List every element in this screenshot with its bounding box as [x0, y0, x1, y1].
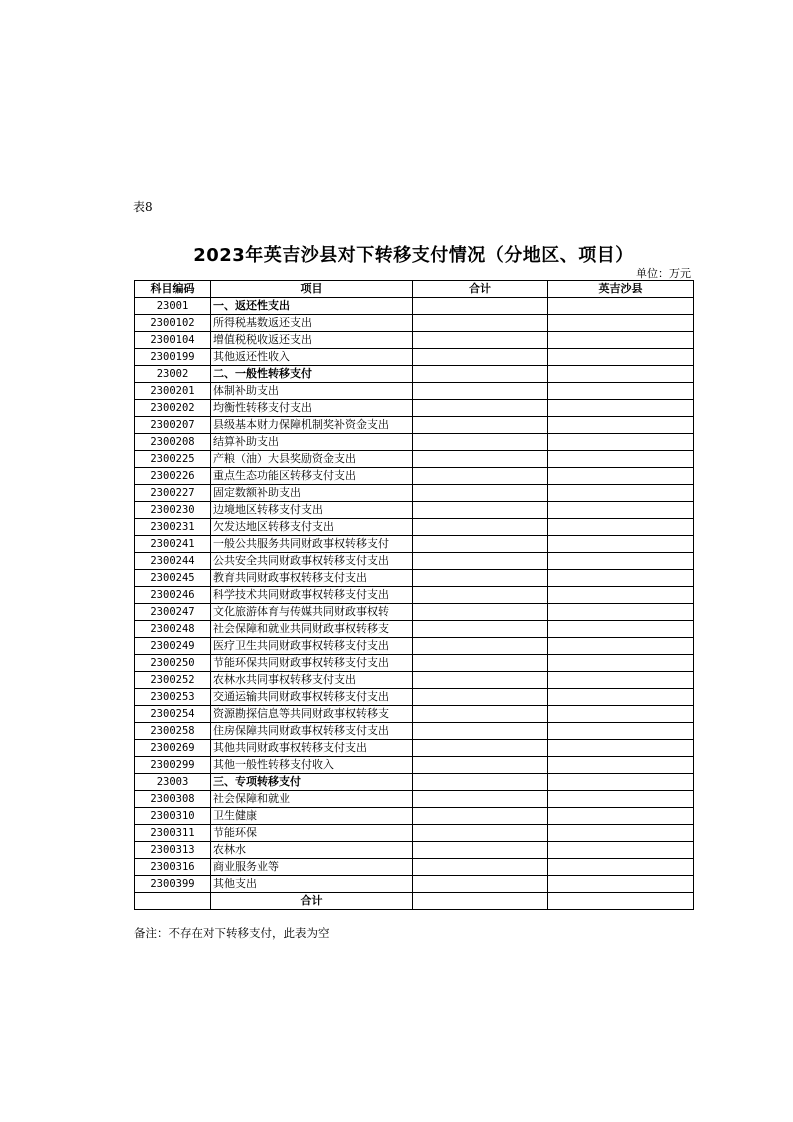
table-row	[135, 672, 694, 689]
item-cell: 边境地区转移支付支出	[211, 502, 413, 519]
total-amount-cell	[413, 842, 548, 859]
total-amount-cell	[413, 519, 548, 536]
code-cell: 2300254	[135, 706, 211, 723]
region-amount-cell	[548, 672, 694, 689]
table-row	[135, 315, 694, 332]
region-amount-cell	[548, 553, 694, 570]
item-cell: 教育共同财政事权转移支付支出	[211, 570, 413, 587]
total-amount-cell	[413, 621, 548, 638]
code-cell: 2300104	[135, 332, 211, 349]
total-amount-cell	[413, 774, 548, 791]
item-cell: 卫生健康	[211, 808, 413, 825]
table-row	[135, 723, 694, 740]
total-amount-cell	[413, 451, 548, 468]
table-row	[135, 485, 694, 502]
region-amount-cell	[548, 876, 694, 893]
region-amount-cell	[548, 621, 694, 638]
total-amount-cell	[413, 417, 548, 434]
code-cell: 2300269	[135, 740, 211, 757]
item-cell: 均衡性转移支付支出	[211, 400, 413, 417]
item-cell: 合计	[211, 893, 413, 910]
code-cell: 2300253	[135, 689, 211, 706]
item-cell: 商业服务业等	[211, 859, 413, 876]
item-cell: 资源勘探信息等共同财政事权转移支	[211, 706, 413, 723]
item-cell: 所得税基数返还支出	[211, 315, 413, 332]
region-amount-cell	[548, 723, 694, 740]
region-amount-cell	[548, 842, 694, 859]
item-cell: 三、专项转移支付	[211, 774, 413, 791]
total-amount-cell	[413, 740, 548, 757]
table-row	[135, 570, 694, 587]
code-cell: 2300399	[135, 876, 211, 893]
region-amount-cell	[548, 349, 694, 366]
code-cell: 2300247	[135, 604, 211, 621]
region-amount-cell	[548, 655, 694, 672]
region-amount-cell	[548, 774, 694, 791]
code-cell: 23003	[135, 774, 211, 791]
section-row	[135, 366, 694, 383]
table-row	[135, 706, 694, 723]
code-cell: 2300246	[135, 587, 211, 604]
item-cell: 产粮（油）大县奖励资金支出	[211, 451, 413, 468]
item-cell: 重点生态功能区转移支付支出	[211, 468, 413, 485]
total-amount-cell	[413, 689, 548, 706]
unit-label: 单位：万元	[636, 267, 691, 280]
table-row	[135, 876, 694, 893]
section-row	[135, 298, 694, 315]
item-cell: 体制补助支出	[211, 383, 413, 400]
table-number-label: 表8	[133, 200, 153, 214]
code-cell: 23002	[135, 366, 211, 383]
total-amount-cell	[413, 349, 548, 366]
total-amount-cell	[413, 502, 548, 519]
total-amount-cell	[413, 706, 548, 723]
code-cell: 2300258	[135, 723, 211, 740]
table-row	[135, 740, 694, 757]
table-row	[135, 349, 694, 366]
region-amount-cell	[548, 502, 694, 519]
region-amount-cell	[548, 825, 694, 842]
code-cell: 2300208	[135, 434, 211, 451]
total-amount-cell	[413, 757, 548, 774]
item-cell: 交通运输共同财政事权转移支付支出	[211, 689, 413, 706]
region-amount-cell	[548, 808, 694, 825]
header-region: 英吉沙县	[548, 281, 694, 298]
item-cell: 节能环保	[211, 825, 413, 842]
total-amount-cell	[413, 298, 548, 315]
region-amount-cell	[548, 689, 694, 706]
code-cell: 2300227	[135, 485, 211, 502]
region-amount-cell	[548, 893, 694, 910]
table-row	[135, 383, 694, 400]
table-row	[135, 519, 694, 536]
total-amount-cell	[413, 468, 548, 485]
region-amount-cell	[548, 604, 694, 621]
total-amount-cell	[413, 366, 548, 383]
table-row	[135, 825, 694, 842]
code-cell: 2300308	[135, 791, 211, 808]
total-amount-cell	[413, 332, 548, 349]
total-amount-cell	[413, 825, 548, 842]
table-body	[135, 298, 694, 910]
total-amount-cell	[413, 808, 548, 825]
code-cell: 2300250	[135, 655, 211, 672]
item-cell: 社会保障和就业共同财政事权转移支	[211, 621, 413, 638]
total-amount-cell	[413, 587, 548, 604]
page-title: 2023年英吉沙县对下转移支付情况（分地区、项目）	[193, 245, 634, 266]
code-cell: 2300248	[135, 621, 211, 638]
item-cell: 一、返还性支出	[211, 298, 413, 315]
total-amount-cell	[413, 638, 548, 655]
table-row	[135, 417, 694, 434]
code-cell: 2300313	[135, 842, 211, 859]
table-row	[135, 451, 694, 468]
region-amount-cell	[548, 383, 694, 400]
region-amount-cell	[548, 536, 694, 553]
region-amount-cell	[548, 570, 694, 587]
region-amount-cell	[548, 434, 694, 451]
item-cell: 公共安全共同财政事权转移支付支出	[211, 553, 413, 570]
code-cell: 2300241	[135, 536, 211, 553]
item-cell: 欠发达地区转移支付支出	[211, 519, 413, 536]
table-row	[135, 808, 694, 825]
code-cell: 2300249	[135, 638, 211, 655]
total-amount-cell	[413, 315, 548, 332]
table-row	[135, 553, 694, 570]
code-cell: 2300244	[135, 553, 211, 570]
item-cell: 县级基本财力保障机制奖补资金支出	[211, 417, 413, 434]
region-amount-cell	[548, 706, 694, 723]
code-cell: 2300311	[135, 825, 211, 842]
region-amount-cell	[548, 757, 694, 774]
region-amount-cell	[548, 366, 694, 383]
header-total: 合计	[413, 281, 548, 298]
table-row	[135, 655, 694, 672]
region-amount-cell	[548, 638, 694, 655]
item-cell: 一般公共服务共同财政事权转移支付	[211, 536, 413, 553]
item-cell: 二、一般性转移支付	[211, 366, 413, 383]
total-amount-cell	[413, 604, 548, 621]
total-amount-cell	[413, 859, 548, 876]
total-amount-cell	[413, 485, 548, 502]
table-row	[135, 468, 694, 485]
code-cell: 2300231	[135, 519, 211, 536]
region-amount-cell	[548, 740, 694, 757]
table-row	[135, 638, 694, 655]
item-cell: 结算补助支出	[211, 434, 413, 451]
region-amount-cell	[548, 468, 694, 485]
total-amount-cell	[413, 655, 548, 672]
total-amount-cell	[413, 553, 548, 570]
code-cell: 2300310	[135, 808, 211, 825]
region-amount-cell	[548, 417, 694, 434]
table-row	[135, 434, 694, 451]
code-cell: 2300299	[135, 757, 211, 774]
total-amount-cell	[413, 536, 548, 553]
region-amount-cell	[548, 315, 694, 332]
code-cell: 2300316	[135, 859, 211, 876]
item-cell: 增值税税收返还支出	[211, 332, 413, 349]
total-amount-cell	[413, 876, 548, 893]
region-amount-cell	[548, 519, 694, 536]
transfer-payment-table	[134, 280, 694, 910]
section-row	[135, 774, 694, 791]
total-amount-cell	[413, 570, 548, 587]
region-amount-cell	[548, 400, 694, 417]
code-cell: 2300202	[135, 400, 211, 417]
item-cell: 其他共同财政事权转移支付支出	[211, 740, 413, 757]
table-row	[135, 502, 694, 519]
code-cell: 2300230	[135, 502, 211, 519]
table-row	[135, 536, 694, 553]
code-cell: 2300225	[135, 451, 211, 468]
region-amount-cell	[548, 791, 694, 808]
region-amount-cell	[548, 587, 694, 604]
item-cell: 农林水共同事权转移支付支出	[211, 672, 413, 689]
code-cell: 2300226	[135, 468, 211, 485]
region-amount-cell	[548, 859, 694, 876]
total-amount-cell	[413, 400, 548, 417]
code-cell: 2300252	[135, 672, 211, 689]
item-cell: 住房保障共同财政事权转移支付支出	[211, 723, 413, 740]
total-amount-cell	[413, 893, 548, 910]
table-row	[135, 859, 694, 876]
table-row	[135, 332, 694, 349]
item-cell: 科学技术共同财政事权转移支付支出	[211, 587, 413, 604]
header-item: 项目	[211, 281, 413, 298]
item-cell: 文化旅游体育与传媒共同财政事权转	[211, 604, 413, 621]
code-cell	[135, 893, 211, 910]
code-cell: 2300102	[135, 315, 211, 332]
total-amount-cell	[413, 791, 548, 808]
code-cell: 2300199	[135, 349, 211, 366]
table-header-row	[135, 281, 694, 298]
table-row	[135, 621, 694, 638]
header-code: 科目编码	[135, 281, 211, 298]
item-cell: 其他支出	[211, 876, 413, 893]
code-cell: 2300207	[135, 417, 211, 434]
table-row	[135, 689, 694, 706]
region-amount-cell	[548, 485, 694, 502]
table-row	[135, 791, 694, 808]
table-row	[135, 757, 694, 774]
total-amount-cell	[413, 723, 548, 740]
item-cell: 节能环保共同财政事权转移支付支出	[211, 655, 413, 672]
code-cell: 23001	[135, 298, 211, 315]
item-cell: 社会保障和就业	[211, 791, 413, 808]
item-cell: 农林水	[211, 842, 413, 859]
region-amount-cell	[548, 298, 694, 315]
footnote: 备注：不存在对下转移支付，此表为空	[134, 926, 330, 940]
region-amount-cell	[548, 332, 694, 349]
code-cell: 2300245	[135, 570, 211, 587]
table-row	[135, 587, 694, 604]
item-cell: 其他返还性收入	[211, 349, 413, 366]
item-cell: 固定数额补助支出	[211, 485, 413, 502]
code-cell: 2300201	[135, 383, 211, 400]
region-amount-cell	[548, 451, 694, 468]
total-amount-cell	[413, 434, 548, 451]
table-row	[135, 604, 694, 621]
table-row	[135, 400, 694, 417]
total-amount-cell	[413, 672, 548, 689]
total-row	[135, 893, 694, 910]
total-amount-cell	[413, 383, 548, 400]
table-row	[135, 842, 694, 859]
item-cell: 医疗卫生共同财政事权转移支付支出	[211, 638, 413, 655]
item-cell: 其他一般性转移支付收入	[211, 757, 413, 774]
